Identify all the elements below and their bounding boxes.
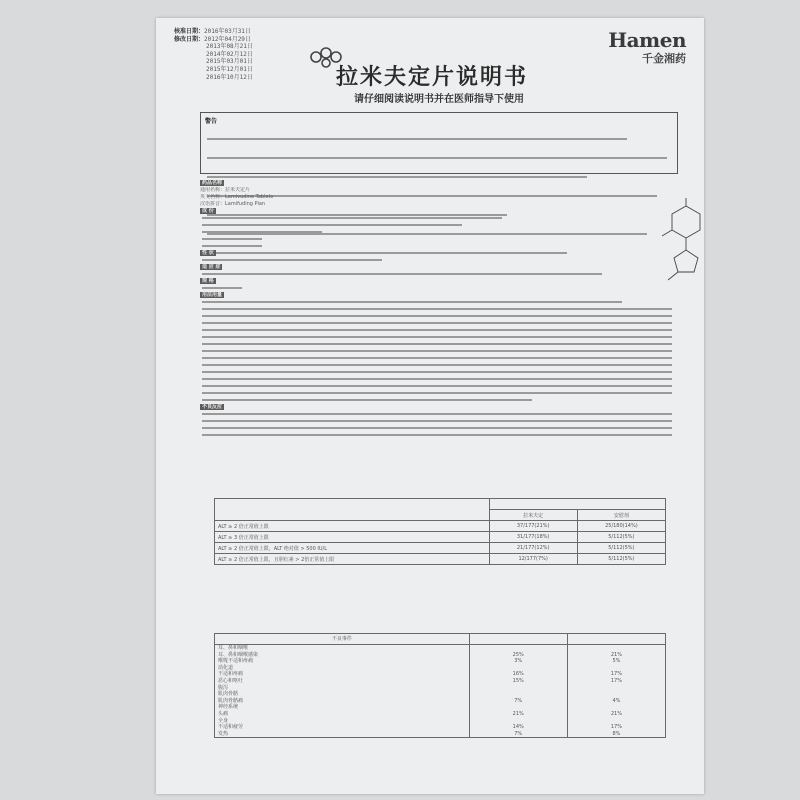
warning-box bbox=[200, 112, 678, 174]
illegible-line bbox=[202, 329, 672, 331]
table2-row-b bbox=[567, 645, 665, 652]
table-row bbox=[215, 554, 666, 565]
modify-date: 2015年12月01日 bbox=[206, 65, 253, 73]
modify-date: 2015年03月01日 bbox=[206, 58, 253, 66]
table2-col-a bbox=[469, 634, 567, 645]
section-adverse-reactions: 不良反应 bbox=[202, 404, 223, 410]
section-indications: 适 应 症 bbox=[202, 264, 221, 270]
table2-row-a bbox=[469, 645, 567, 652]
illegible-line bbox=[202, 273, 602, 275]
illegible-line bbox=[207, 157, 667, 159]
table2-row-label: 肌肉骨骼 bbox=[215, 691, 470, 698]
table-row bbox=[215, 685, 666, 692]
warning-heading: 警告 bbox=[205, 118, 218, 125]
illegible-line bbox=[202, 308, 672, 310]
illegible-line bbox=[202, 399, 532, 401]
table2-row-label: 发热 bbox=[215, 731, 470, 738]
table2-row-label: 神经系统 bbox=[215, 704, 470, 711]
table2-row-b bbox=[567, 685, 665, 692]
approve-label: 核准日期： bbox=[174, 28, 205, 35]
modify-label: 修改日期： bbox=[174, 35, 205, 43]
table1-row-b: 5/112(5%) bbox=[577, 543, 665, 554]
table2-row-a: 7% bbox=[469, 731, 567, 738]
table2-row-b bbox=[567, 704, 665, 711]
table1-row-a: 37/177(21%) bbox=[489, 521, 577, 532]
table2-row-b: 21% bbox=[567, 652, 665, 659]
table-row bbox=[215, 665, 666, 672]
table2-row-label: 恶心和呕吐 bbox=[215, 678, 470, 685]
table-row bbox=[215, 711, 666, 718]
table2-row-label: 耳、鼻和咽喉感染 bbox=[215, 652, 470, 659]
table2-row-a bbox=[469, 685, 567, 692]
table2-row-b: 17% bbox=[567, 724, 665, 731]
table-row bbox=[215, 671, 666, 678]
table2-row-label: 耳、鼻和咽喉 bbox=[215, 645, 470, 652]
generic-name: 通用名称：拉米夫定片 bbox=[200, 187, 251, 193]
section-ingredients: 成 份 bbox=[202, 208, 214, 214]
table2-row-b bbox=[567, 691, 665, 698]
table1-row-label: ALT ≥ 2 倍正常值上限，ALT 绝对值 > 500 IU/L bbox=[215, 543, 490, 554]
illegible-line bbox=[202, 413, 672, 415]
document-title: 拉米夫定片说明书 bbox=[336, 65, 529, 90]
table2-row-b bbox=[567, 718, 665, 725]
table2-row-b: 21% bbox=[567, 711, 665, 718]
table2-row-a: 15% bbox=[469, 678, 567, 685]
table-row bbox=[215, 698, 666, 705]
table2-row-a bbox=[469, 665, 567, 672]
brand-mark bbox=[608, 28, 686, 66]
table1-col-b: 安慰剂 bbox=[577, 510, 665, 521]
table2-row-label: 头痛 bbox=[215, 711, 470, 718]
table-row bbox=[215, 652, 666, 659]
table2-row-label: 腹泻 bbox=[215, 685, 470, 692]
section-appearance: 性 状 bbox=[202, 250, 214, 256]
illegible-line bbox=[202, 364, 672, 366]
table2-row-label: 消化道 bbox=[215, 665, 470, 672]
illegible-line bbox=[202, 224, 462, 226]
table2-col-label: 不良事件 bbox=[215, 634, 470, 645]
table1-col-group bbox=[489, 499, 665, 510]
table2-row-b: 5% bbox=[567, 658, 665, 665]
illegible-line bbox=[202, 357, 672, 359]
illegible-line bbox=[202, 245, 262, 247]
illegible-line bbox=[207, 138, 627, 140]
illegible-line bbox=[202, 259, 382, 261]
table2-row-label: 不适和疲劳 bbox=[215, 724, 470, 731]
table-row bbox=[215, 704, 666, 711]
table1-row-label: ALT ≥ 3 倍正常值上限 bbox=[215, 532, 490, 543]
table-row bbox=[215, 521, 666, 532]
table1-row-a: 31/177(18%) bbox=[489, 532, 577, 543]
illegible-line bbox=[202, 427, 672, 429]
table1-row-b: 25/180(14%) bbox=[577, 521, 665, 532]
table2-row-b: 17% bbox=[567, 678, 665, 685]
table-row bbox=[215, 691, 666, 698]
illegible-line bbox=[202, 217, 502, 219]
illegible-line bbox=[202, 392, 672, 394]
lab-abnormalities-table bbox=[214, 498, 666, 565]
table2-row-a: 3% bbox=[469, 658, 567, 665]
section-strength: 规 格 bbox=[202, 278, 214, 284]
table-row bbox=[215, 718, 666, 725]
package-insert-sheet bbox=[156, 18, 704, 794]
table2-row-a: 16% bbox=[469, 671, 567, 678]
modify-date: 2014年02月12日 bbox=[206, 50, 253, 58]
illegible-line bbox=[202, 238, 262, 240]
table2-row-label: 全身 bbox=[215, 718, 470, 725]
table2-row-a: 21% bbox=[469, 711, 567, 718]
table2-row-b: 4% bbox=[567, 698, 665, 705]
english-name: 英文名称：Lamivudine Tablets bbox=[200, 194, 274, 200]
approve-date: 2016年03月31日 bbox=[204, 28, 251, 35]
table1-col-label bbox=[215, 499, 490, 521]
brand-name-cn: 千金湘药 bbox=[642, 52, 686, 65]
table2-row-a bbox=[469, 691, 567, 698]
table-row bbox=[215, 678, 666, 685]
table1-row-label: ALT ≥ 2 倍正常值上限，且胆红素 > 2倍正常值上限 bbox=[215, 554, 490, 565]
illegible-line bbox=[202, 336, 672, 338]
illegible-line bbox=[202, 322, 672, 324]
table2-row-a: 25% bbox=[469, 652, 567, 659]
table1-row-a: 21/177(12%) bbox=[489, 543, 577, 554]
illegible-line bbox=[202, 231, 322, 233]
modify-date: 2016年10月12日 bbox=[206, 73, 253, 81]
modify-date: 2012年04月29日 bbox=[204, 35, 251, 43]
table1-row-b: 5/112(5%) bbox=[577, 554, 665, 565]
illegible-line bbox=[202, 315, 672, 317]
table-row bbox=[215, 731, 666, 738]
table2-row-a bbox=[469, 704, 567, 711]
table2-row-label: 不适和疼痛 bbox=[215, 671, 470, 678]
table2-row-label: 喉咙不适和疼痛 bbox=[215, 658, 470, 665]
table2-col-b bbox=[567, 634, 665, 645]
table2-row-a: 7% bbox=[469, 698, 567, 705]
table2-row-b: 8% bbox=[567, 731, 665, 738]
table1-col-a: 拉米夫定 bbox=[489, 510, 577, 521]
table2-row-b: 17% bbox=[567, 671, 665, 678]
illegible-line bbox=[207, 176, 587, 178]
table-row bbox=[215, 543, 666, 554]
table-row bbox=[215, 645, 666, 652]
table2-row-a bbox=[469, 718, 567, 725]
illegible-line bbox=[202, 343, 672, 345]
illegible-line bbox=[202, 434, 672, 436]
illegible-line bbox=[202, 287, 242, 289]
table1-row-b: 5/112(5%) bbox=[577, 532, 665, 543]
pinyin-name: 汉语拼音：Lamifuding Pian bbox=[200, 201, 266, 207]
table1-row-label: ALT ≥ 2 倍正常值上限 bbox=[215, 521, 490, 532]
table-row bbox=[215, 724, 666, 731]
table2-row-b bbox=[567, 665, 665, 672]
document-body bbox=[200, 180, 678, 439]
table-row bbox=[215, 658, 666, 665]
adverse-events-table bbox=[214, 633, 666, 738]
table2-row-a: 14% bbox=[469, 724, 567, 731]
brand-name-en: Hamen bbox=[608, 28, 686, 52]
section-drug-name: 药品名称 bbox=[202, 180, 223, 186]
table2-row-label: 肌肉骨骼痛 bbox=[215, 698, 470, 705]
chemical-structure-diagram bbox=[656, 198, 704, 288]
document-subtitle: 请仔细阅读说明书并在医师指导下使用 bbox=[354, 94, 524, 105]
revision-dates bbox=[174, 28, 314, 81]
illegible-line bbox=[202, 378, 672, 380]
illegible-line bbox=[202, 371, 672, 373]
illegible-line bbox=[202, 301, 622, 303]
table1-row-a: 12/177(7%) bbox=[489, 554, 577, 565]
modify-date: 2013年08月21日 bbox=[206, 43, 253, 51]
illegible-line bbox=[202, 350, 672, 352]
table-row bbox=[215, 532, 666, 543]
illegible-line bbox=[202, 385, 672, 387]
section-dosage: 用法用量 bbox=[202, 292, 223, 298]
illegible-line bbox=[202, 420, 672, 422]
